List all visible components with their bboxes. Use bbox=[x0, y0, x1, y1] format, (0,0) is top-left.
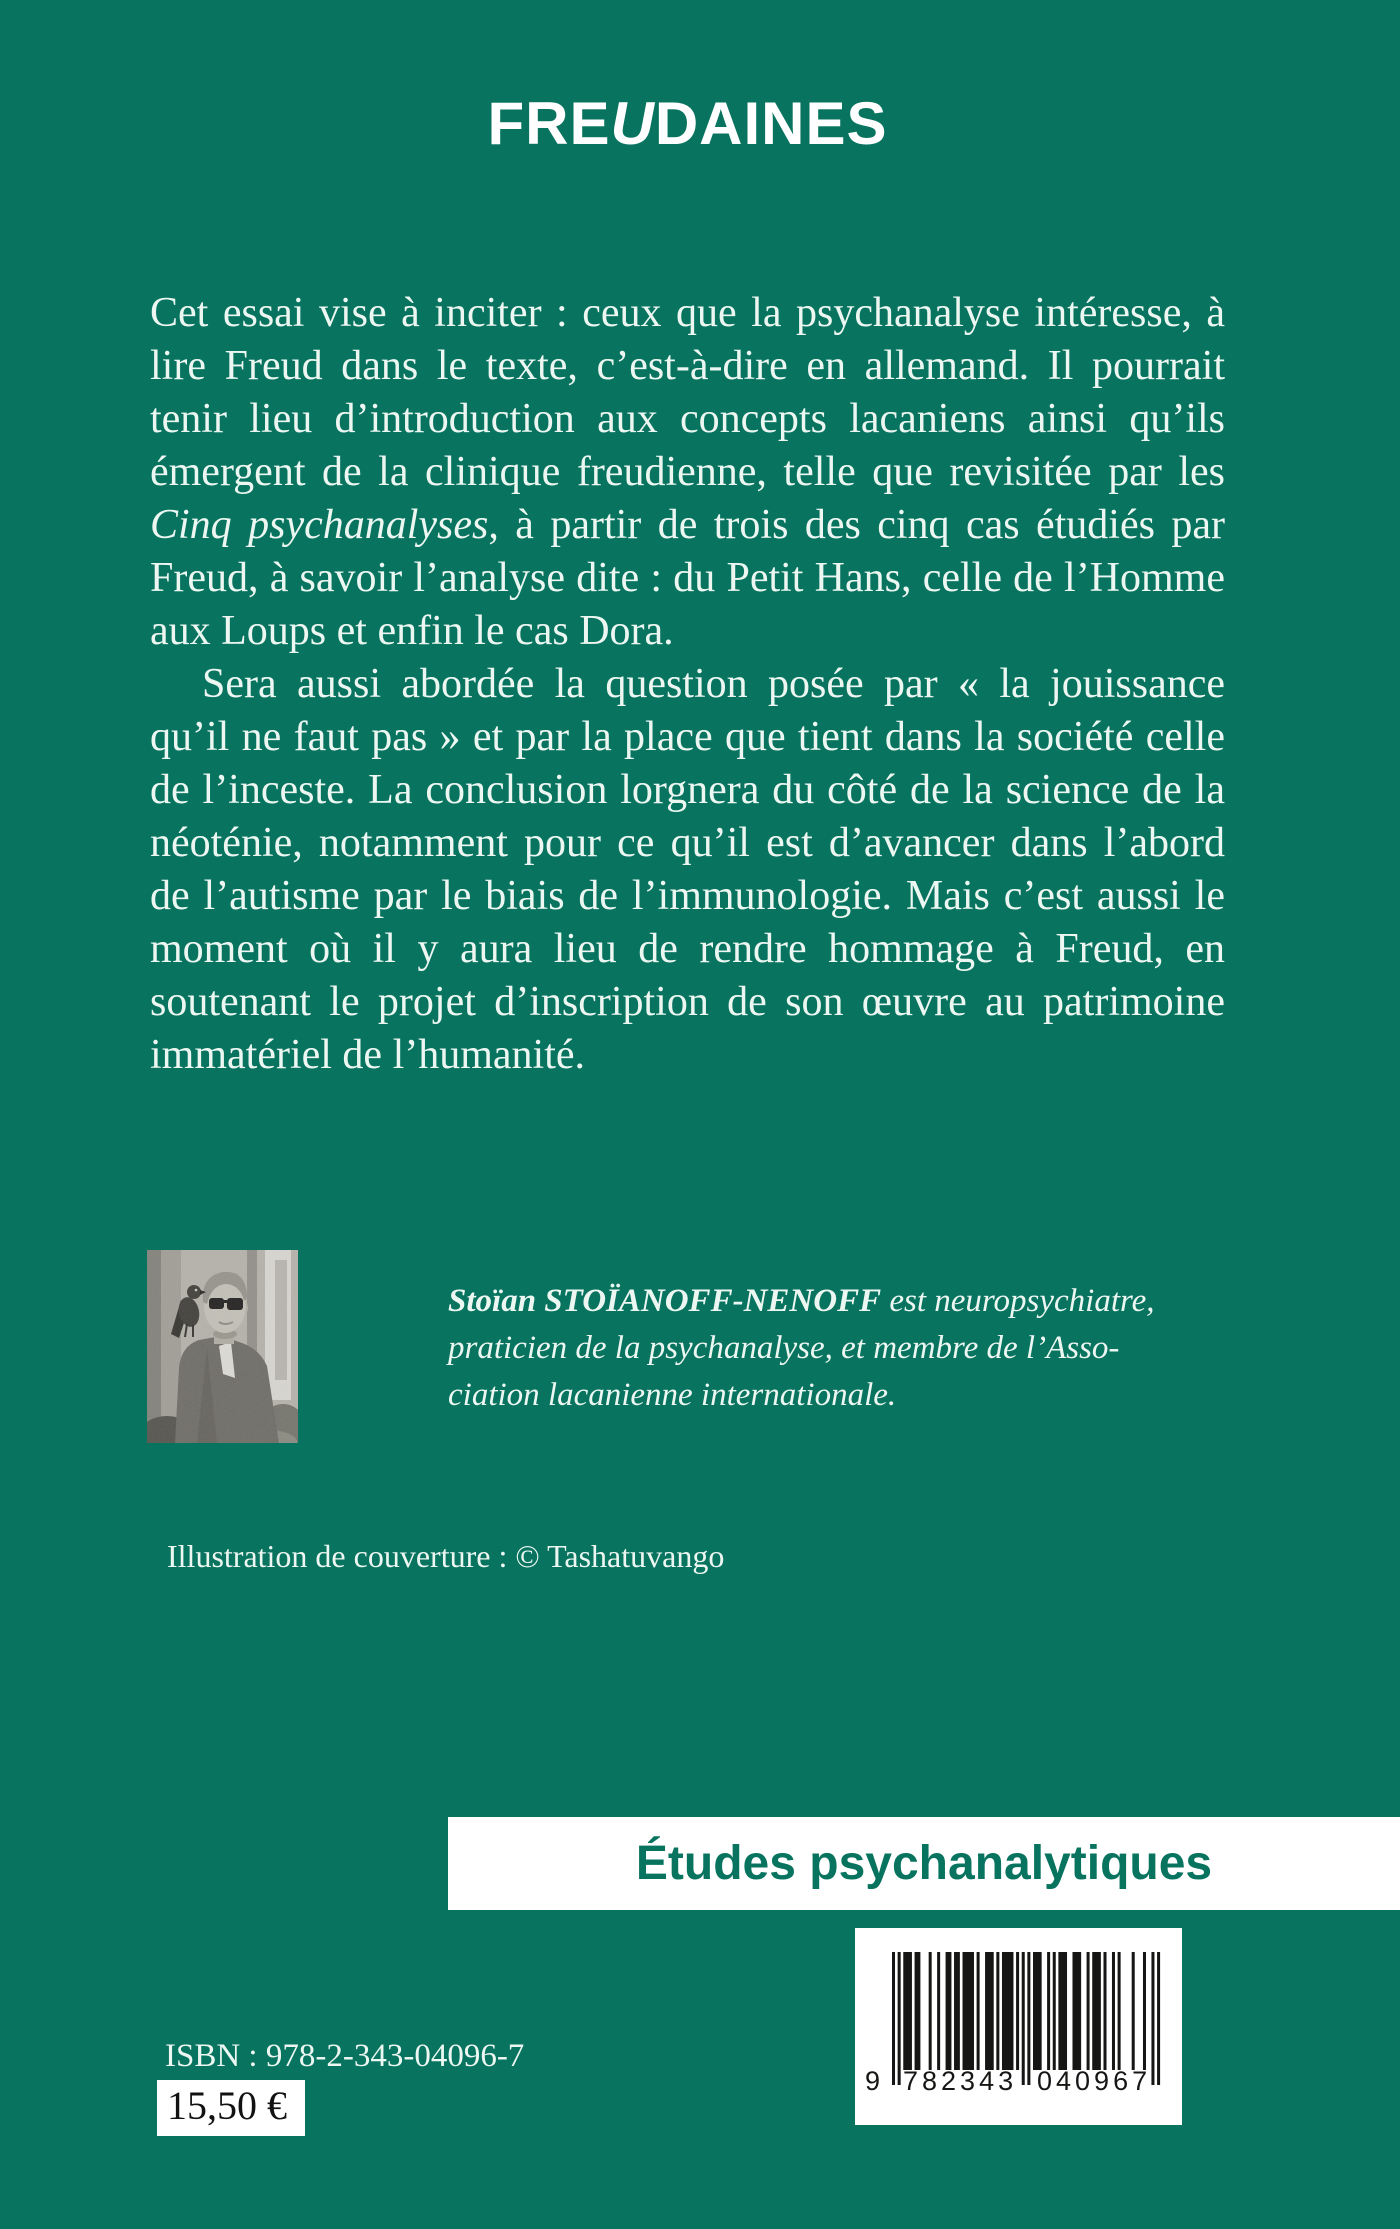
synopsis-p1-text: Cet essai vise à inciter : ceux que la psychanalyse intéresse, à lire Freud dans le texte, c’est-à-dire en allemand. Il pourrait tenir lieu d’introduction aux concepts lacaniens ainsi qu’ils émergent de la clinique freudienne, telle que revisitée par les bbox=[150, 290, 1225, 495]
isbn-line: ISBN : 978-2-343-04096-7 bbox=[165, 2038, 525, 2074]
book-reference-cinq-psychanalyses: Cinq psychanalyses bbox=[150, 502, 489, 548]
book-title bbox=[150, 90, 1225, 157]
title-segment-pre: FRE bbox=[487, 90, 611, 157]
title-segment-italic-u: U bbox=[610, 90, 655, 157]
synopsis-p1-text-after: , à partir de trois des cinq cas étudiés par Freud, à savoir l’analyse dite : du Petit Hans, celle de l’Homme aux Loups et enfin le cas Dora. bbox=[150, 502, 1225, 654]
price-label: 15,50 € bbox=[167, 2083, 287, 2128]
author-name: Stoïan STOÏANOFF-NENOFF bbox=[448, 1283, 882, 1319]
synopsis-paragraph-1 bbox=[150, 287, 1225, 658]
barcode bbox=[855, 1928, 1182, 2125]
barcode-digit-leading: 9 bbox=[865, 2066, 881, 2096]
author-bio bbox=[448, 1278, 1238, 1419]
bio-line-3: ciation lacanienne internationale. bbox=[448, 1377, 897, 1413]
bio-line-1-rest: est neuropsychiatre, bbox=[881, 1283, 1155, 1319]
price-tag bbox=[157, 2080, 305, 2136]
cover-illustration-credit: Illustration de couverture : © Tashatuvango bbox=[167, 1538, 725, 1574]
barcode-digits-right: 040967 bbox=[1037, 2066, 1152, 2096]
collection-banner bbox=[448, 1817, 1400, 1910]
synopsis-text-block bbox=[150, 287, 1225, 1082]
title-segment-post: DAINES bbox=[654, 90, 888, 157]
synopsis-paragraph-2: Sera aussi abordée la question posée par « la jouissance qu’il ne faut pas » et par la place que tient dans la société celle de l’inceste. La conclusion lorgnera du côté de la science de la néoténie, notamment pour ce qu’il est d’avancer dans l’abord de l’autisme par le biais de l’immunologie. Mais c’est aussi le moment où il y aura lieu de rendre hommage à Freud, en soutenant le projet d’inscription de son œuvre au patrimoine immatériel de l’humanité. bbox=[150, 661, 1225, 1078]
collection-banner-label: Études psychanalytiques bbox=[635, 1837, 1213, 1890]
bio-line-1 bbox=[448, 1278, 1238, 1325]
barcode-digits-left: 782343 bbox=[903, 2066, 1018, 2096]
author-photo-illustration bbox=[147, 1250, 298, 1443]
bio-line-2: praticien de la psychanalyse, et membre de l’Asso- bbox=[448, 1330, 1120, 1366]
author-photo bbox=[147, 1250, 298, 1443]
